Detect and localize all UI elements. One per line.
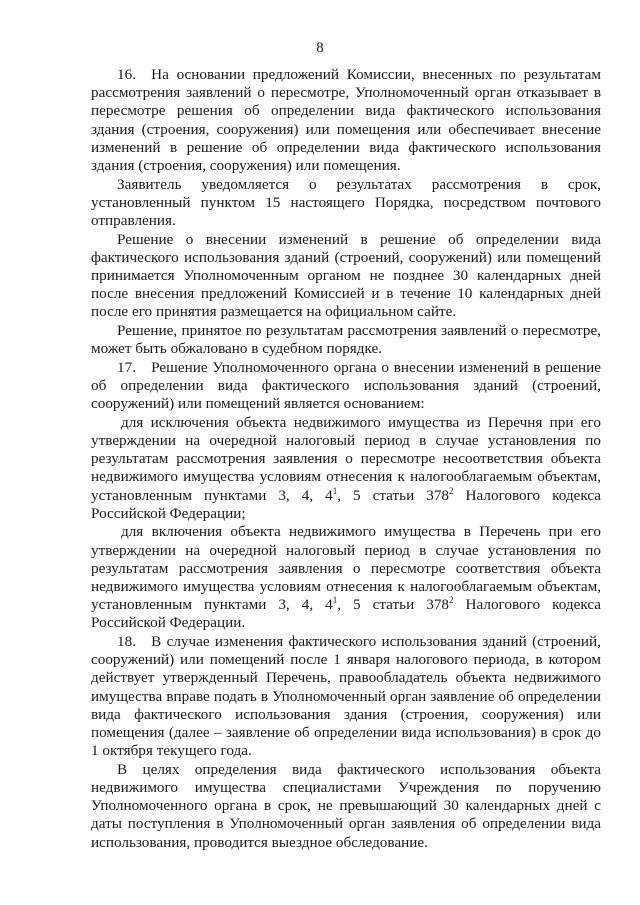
paragraph-17: 17. Решение Уполномоченного органа о внесении изменений в решение об определении вида фактического использования зданий (строений, сооружений) или помещений является основанием: <box>91 358 601 413</box>
text-run: , 5 статьи 378 <box>337 486 450 504</box>
paragraph-18: 18. В случае изменения фактического использования зданий (строений, сооружений) или помещений после 1 января налогового периода, в котором действует утвержденный Перечень, правообладатель объекта недвижимого имущества вправе подать в Уполномоченный орган заявление об определении вида фактического использования здания (строения, сооружения) или помещения (далее – заявление об определении вида использования) в срок до 1 октября текущего года. <box>91 633 601 760</box>
paragraph-16-appeal: Решение, принятое по результатам рассмотрения заявлений о пересмотре, может быть обжаловано в судебном порядке. <box>91 322 601 358</box>
superscript: 2 <box>449 595 454 606</box>
text-run: для исключения объекта недвижимого имущества из Перечня при его утверждении на очередной налоговый период в случае установления по результатам рассмотрения заявления о пересмотре несоответствия объекта недвижимого имущества условиям отнесения к налогооблагаемым объектам, установленным пунктами 3, 4, 4 <box>91 413 601 504</box>
document-body <box>91 66 601 852</box>
text-run: Налогового кодекса Российской Федерации; <box>91 486 601 522</box>
superscript: 1 <box>332 595 338 606</box>
paragraph-16: 16. На основании предложений Комиссии, внесенных по результатам рассмотрения заявлений о пересмотре, Уполномоченный орган отказывает в пересмотре решения об определении вида фактического использования здания (строения, сооружения) или помещения или обеспечивает внесение изменений в решение об определении вида фактического использования здания (строения, сооружения) или помещения. <box>91 66 601 175</box>
paragraph-17-exclusion <box>91 414 601 523</box>
paragraph-16-notification: Заявитель уведомляется о результатах рассмотрения в срок, установленный пунктом 15 настоящего Порядка, посредством почтового отправления. <box>91 175 601 230</box>
text-run: для включения объекта недвижимого имущества в Перечень при его утверждении на очередной налоговый период в случае установления по результатам рассмотрения заявления о пересмотре соответствия объекта недвижимого имущества условиям отнесения к налогооблагаемым объектам, установленным пунктами 3, 4, 4 <box>91 523 601 614</box>
page-number: 8 <box>316 40 324 56</box>
superscript: 2 <box>449 485 454 496</box>
paragraph-17-inclusion <box>91 523 601 632</box>
text-run: , 5 статьи 378 <box>337 596 450 614</box>
text-run: Налогового кодекса Российской Федерации. <box>91 596 601 632</box>
paragraph-18-inspection: В целях определения вида фактического использования объекта недвижимого имущества специалистами Учреждения по поручению Уполномоченного органа в срок, не превышающий 30 календарных дней с даты поступления в Уполномоченный орган заявления об определении вида использования, проводится выездное обследование. <box>91 760 601 851</box>
superscript: 1 <box>332 485 338 496</box>
paragraph-16-decision: Решение о внесении изменений в решение об определении вида фактического использования зданий (строений, сооружений) или помещений принимается Уполномоченным органом не позднее 30 календарных дней после внесения предложений Комиссией и в течение 10 календарных дней после его принятия размещается на официальном сайте. <box>91 230 601 321</box>
